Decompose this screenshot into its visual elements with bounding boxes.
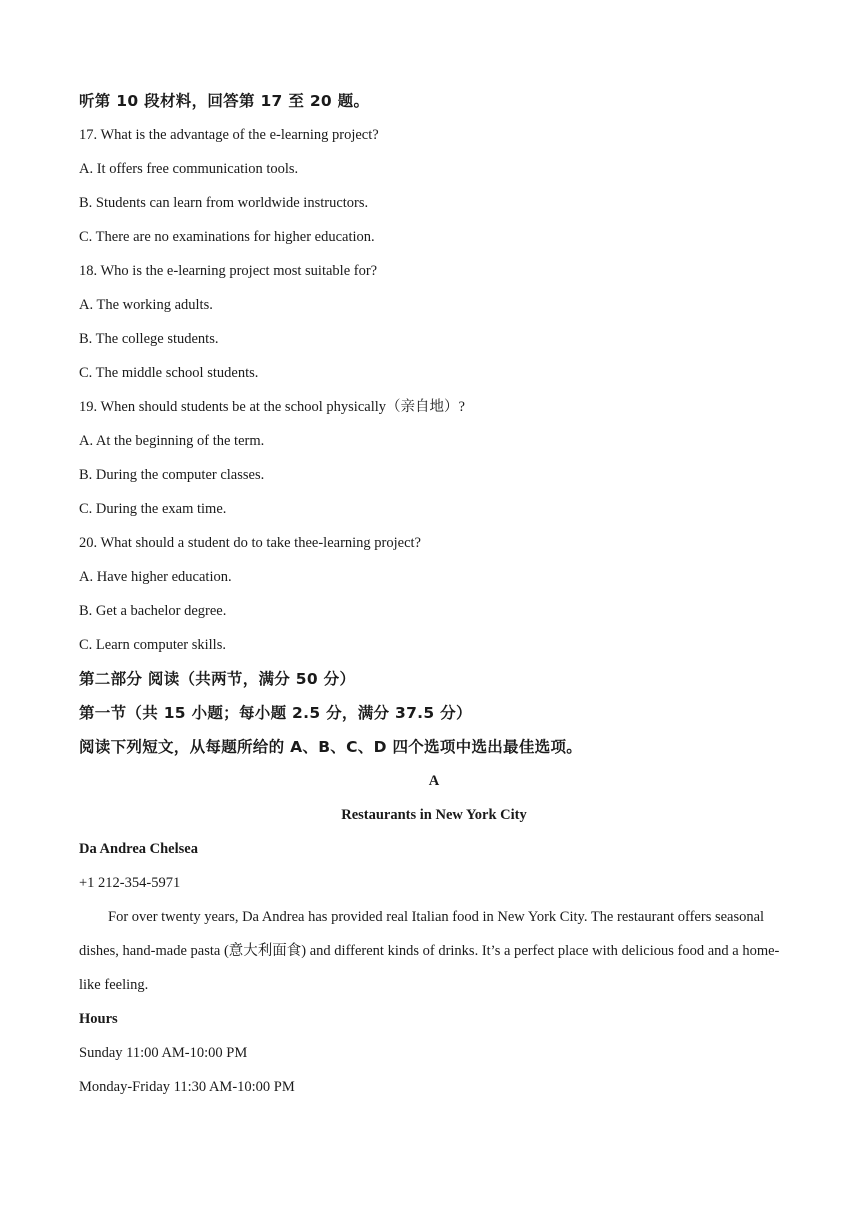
question-20 xyxy=(79,526,789,662)
hours-label: Hours xyxy=(79,1011,118,1027)
hours-weekday: Monday-Friday 11:30 AM-10:00 PM xyxy=(79,1079,295,1095)
question-stem: 18. Who is the e-learning project most suitable for? xyxy=(79,263,378,279)
question-19 xyxy=(79,390,789,526)
option-c: C. Learn computer skills. xyxy=(79,637,226,653)
restaurant-name: Da Andrea Chelsea xyxy=(79,841,198,857)
exam-page xyxy=(79,84,789,1104)
option-b: B. During the computer classes. xyxy=(79,467,265,483)
option-c: C. There are no examinations for higher education. xyxy=(79,229,375,245)
passage-title: Restaurants in New York City xyxy=(341,807,527,823)
option-a: A. Have higher education. xyxy=(79,569,232,585)
option-b: B. Get a bachelor degree. xyxy=(79,603,227,619)
reading-instruction: 阅读下列短文，从每题所给的 A、B、C、D 四个选项中选出最佳选项。 xyxy=(79,738,583,756)
option-b: B. Students can learn from worldwide instructors. xyxy=(79,195,369,211)
option-b: B. The college students. xyxy=(79,331,219,347)
option-a: A. At the beginning of the term. xyxy=(79,433,265,449)
question-stem: 20. What should a student do to take thee-learning project? xyxy=(79,535,421,551)
option-c: C. During the exam time. xyxy=(79,501,227,517)
question-stem: 17. What is the advantage of the e-learning project? xyxy=(79,127,379,143)
question-17 xyxy=(79,118,789,254)
restaurant-phone: +1 212-354-5971 xyxy=(79,875,181,891)
option-a: A. It offers free communication tools. xyxy=(79,161,299,177)
reading-section-title: 第一节（共 15 小题；每小题 2.5 分，满分 37.5 分） xyxy=(79,704,472,722)
restaurant-description: For over twenty years, Da Andrea has provided real Italian food in New York City. The restaurant offers seasonal dishes, hand-made pasta (意大利面食) and different kinds of drinks. It’s a perfect place with delicious food and a home-like feeling. xyxy=(79,909,780,993)
option-a: A. The working adults. xyxy=(79,297,213,313)
reading-part-title: 第二部分 阅读（共两节，满分 50 分） xyxy=(79,670,356,688)
option-c: C. The middle school students. xyxy=(79,365,259,381)
hours-sunday: Sunday 11:00 AM-10:00 PM xyxy=(79,1045,248,1061)
question-18 xyxy=(79,254,789,390)
listening-header: 听第 10 段材料，回答第 17 至 20 题。 xyxy=(79,92,370,110)
question-stem: 19. When should students be at the school physically（亲自地）? xyxy=(79,399,465,415)
passage-letter: A xyxy=(428,773,440,789)
